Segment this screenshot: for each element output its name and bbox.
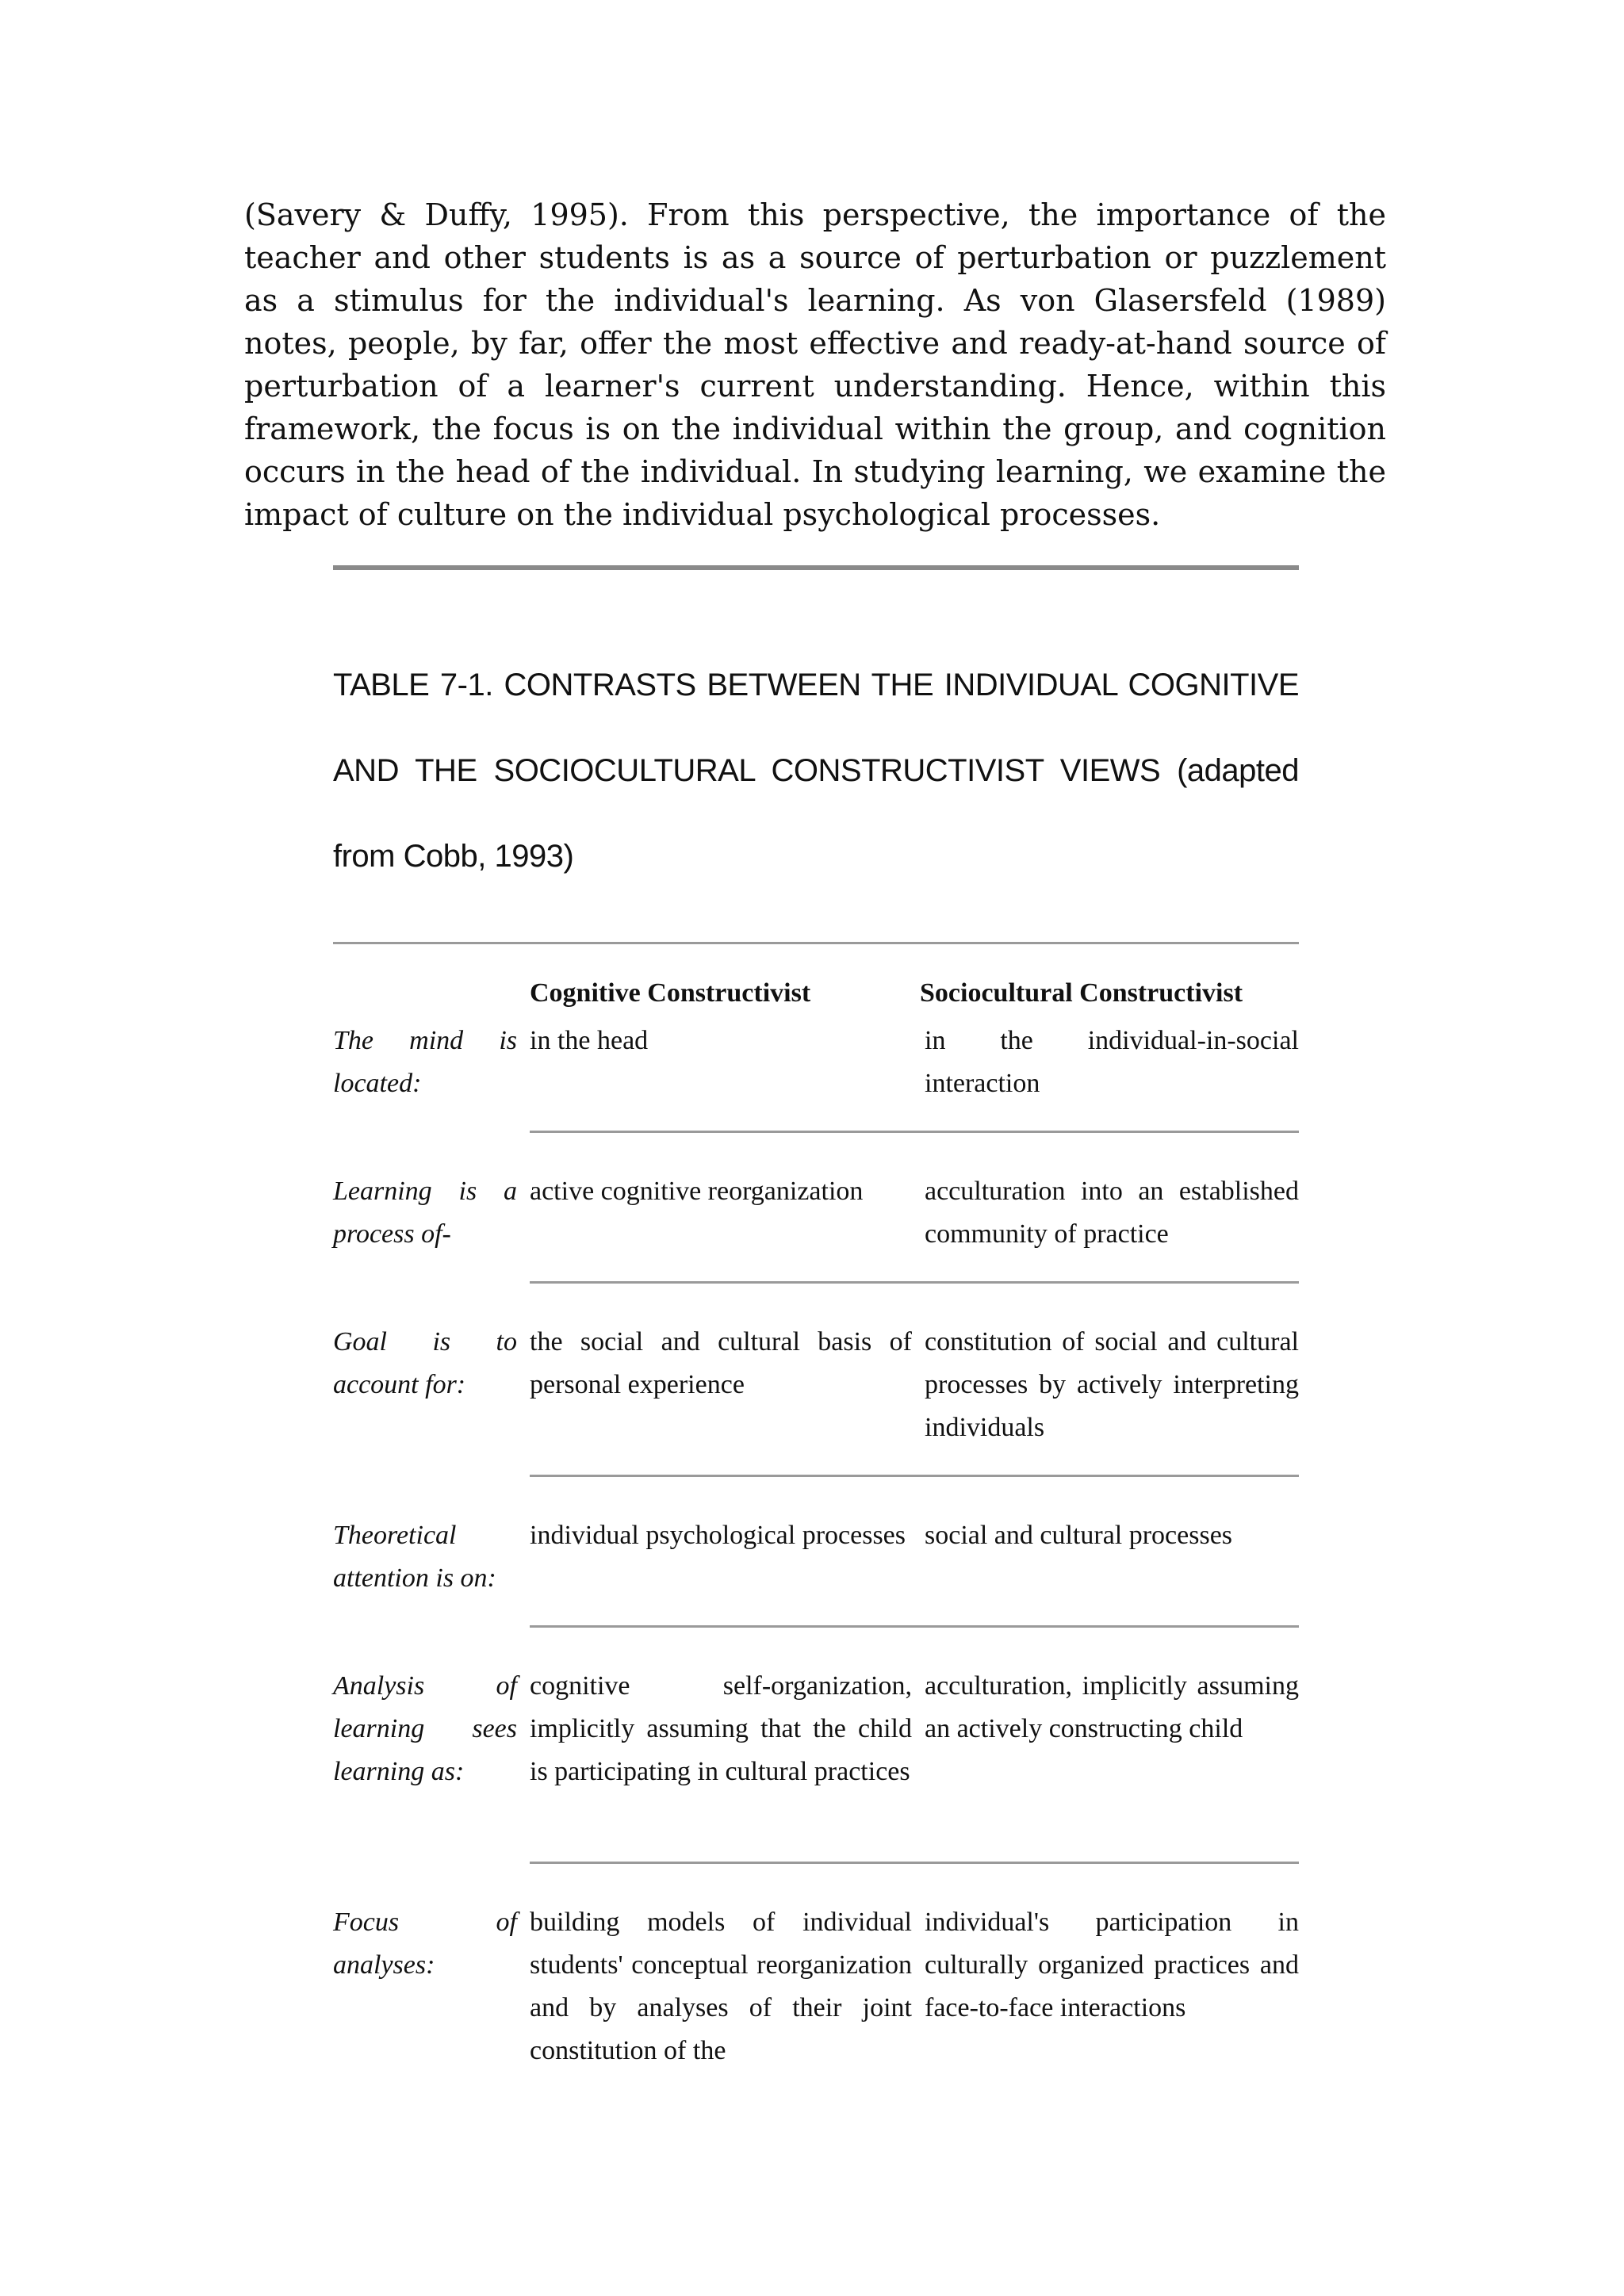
row-label: Goal is to account for: — [333, 1327, 517, 1399]
sociocultural-cell: in the individual-in-social interaction — [925, 1026, 1299, 1098]
header-sociocultural-constructivist: Sociocultural Constructivist — [920, 978, 1243, 1008]
sociocultural-cell: acculturation, implicitly assuming an actively constructing child — [925, 1671, 1299, 1743]
cognitive-cell: in the head — [530, 1026, 649, 1055]
cognitive-cell: active cognitive reorganization — [530, 1177, 864, 1206]
table-title: TABLE 7-1. CONTRASTS BETWEEN THE INDIVIDUAL COGNITIVE AND THE SOCIOCULTURAL CONSTRUCTIVIST VIEWS (adapted from Cobb, 1993) — [333, 668, 1299, 874]
intro-paragraph: (Savery & Duffy, 1995). From this perspective, the importance of the teacher and other students is as a source of perturbation or puzzlement as a stimulus for the individual's learning. As von Glasersfeld (1989) notes, people, by far, offer the most effective and ready-at-hand source of perturbation of a learner's current understanding. Hence, within this framework, the focus is on the individual within the group, and cognition occurs in the head of the individual. In studying learning, we examine the impact of culture on the individual psychological processes. — [244, 197, 1386, 532]
row-label: The mind is located: — [333, 1026, 517, 1098]
table-header-rule — [333, 942, 1299, 944]
row-label: Analysis of learning sees learning as: — [333, 1671, 517, 1786]
sociocultural-cell: individual's participation in culturally organized practices and face-to-face interactions — [925, 1908, 1299, 2022]
cognitive-cell: individual psychological processes — [530, 1521, 906, 1550]
table-header-row — [333, 972, 1299, 1020]
table-top-rule — [333, 565, 1299, 570]
sociocultural-cell: acculturation into an established community of practice — [925, 1177, 1299, 1249]
header-label-column — [333, 972, 530, 1020]
cognitive-cell: cognitive self-organization, implicitly assuming that the child is participating in cultural practices — [530, 1671, 912, 1786]
header-cognitive-constructivist: Cognitive Constructivist — [530, 978, 811, 1008]
sociocultural-cell: constitution of social and cultural processes by actively interpreting individuals — [925, 1327, 1299, 1442]
sociocultural-cell: social and cultural processes — [925, 1521, 1233, 1550]
table-row-focus-of-analyses — [333, 1901, 1299, 2072]
comparison-table — [333, 972, 1299, 2072]
cognitive-cell: building models of individual students' conceptual reorganization and by analyses of their joint constitution of the — [530, 1908, 912, 2065]
row-label: Theoretical attention is on: — [333, 1521, 496, 1593]
table-row-theoretical-attention — [333, 1514, 1299, 1625]
table-row-mind-located — [333, 1020, 1299, 1131]
table-row-goal — [333, 1321, 1299, 1475]
table-row-analysis-of-learning — [333, 1665, 1299, 1862]
row-label: Focus of analyses: — [333, 1908, 517, 1980]
row-label: Learning is a process of- — [333, 1177, 517, 1249]
table-row-learning-process — [333, 1170, 1299, 1281]
cognitive-cell: the social and cultural basis of personal experience — [530, 1327, 912, 1399]
